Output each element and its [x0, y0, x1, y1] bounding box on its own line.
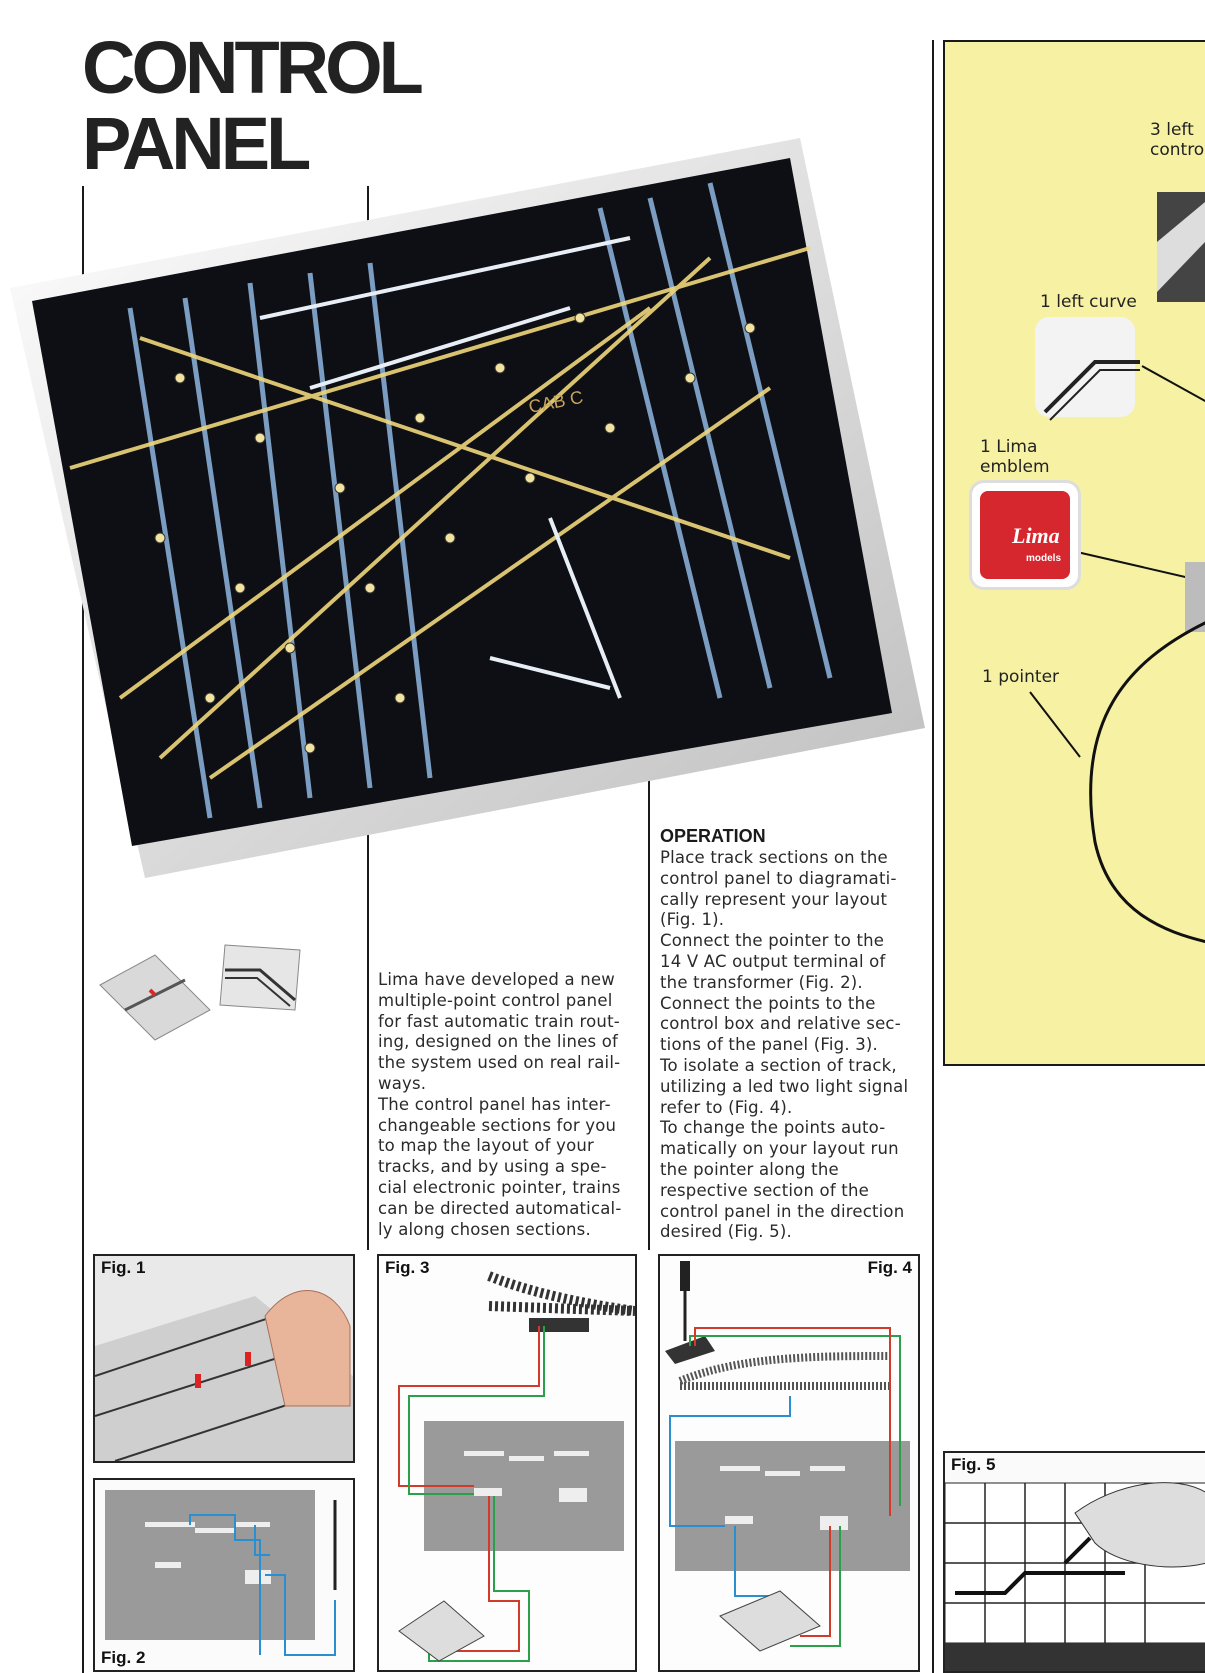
callout-pointer: 1 pointer [982, 667, 1060, 687]
figure-4 [658, 1254, 920, 1672]
page-right-rule [932, 40, 934, 1673]
figure-4-label: Fig. 4 [867, 1258, 912, 1277]
callout-lima-emblem: 1 Lima emblem [980, 437, 1050, 477]
track-sections-graphic [95, 940, 315, 1080]
track-sections-photo [95, 940, 315, 1080]
lima-logo-sub: models [1026, 553, 1062, 564]
middle-column-rule [367, 820, 369, 1250]
figure-4-graphic [660, 1256, 918, 1670]
callout-left-curve: 1 left curve [1040, 292, 1137, 312]
figure-3-graphic [379, 1256, 635, 1670]
figure-5-label: Fig. 5 [951, 1455, 996, 1474]
figure-2 [93, 1478, 355, 1672]
figure-1 [93, 1254, 355, 1463]
side-panel [943, 40, 1205, 1066]
title-line-2: PANEL [82, 102, 308, 185]
operation-heading: OPERATION [660, 826, 766, 846]
figure-2-graphic [95, 1480, 353, 1670]
figure-1-graphic [95, 1256, 353, 1461]
lima-logo [972, 483, 1078, 587]
operation-text: Place track sections on the control panel to diagramati- cally represent your layout (Fig. 1). Connect the pointer to the 14 V AC output terminal of the transformer (Fig. 2). Connect the points to the control box and relative sec- tions of the panel (Fig. 3). To isolate a section of track, utilizing a led two light signal refer to (Fig. 4). To change the points auto- matically on your layout run the pointer along the respective section of the control panel in the direction desired (Fig. 5). [660, 848, 909, 1242]
figure-3-label: Fig. 3 [385, 1258, 430, 1277]
control-panel-photo-graphic [10, 138, 930, 878]
callout-3-left-line2: contro [1150, 140, 1205, 160]
lima-logo-word: Lima [1012, 523, 1060, 548]
title-line-1: CONTROL [82, 26, 420, 109]
callout-3-left-line1: 3 left [1150, 120, 1194, 140]
callout-3-left [1150, 120, 1204, 160]
figure-5-graphic [945, 1453, 1205, 1671]
figure-3 [377, 1254, 637, 1672]
intro-text: Lima have developed a new multiple-point control panel for fast automatic train rout- ing, designed on the lines of the system used on real rail- ways. The control panel has inter- changeable sections for you to map the layout of your tracks, and by using a spe- cial electronic pointer, trains can be directed automatical- ly along chosen sections. [378, 970, 622, 1239]
photo-cab-label: CAB C [526, 386, 585, 417]
control-panel-photo [10, 138, 930, 878]
figure-1-label: Fig. 1 [101, 1258, 146, 1277]
figure-5 [943, 1451, 1205, 1673]
figure-2-label: Fig. 2 [101, 1648, 146, 1667]
